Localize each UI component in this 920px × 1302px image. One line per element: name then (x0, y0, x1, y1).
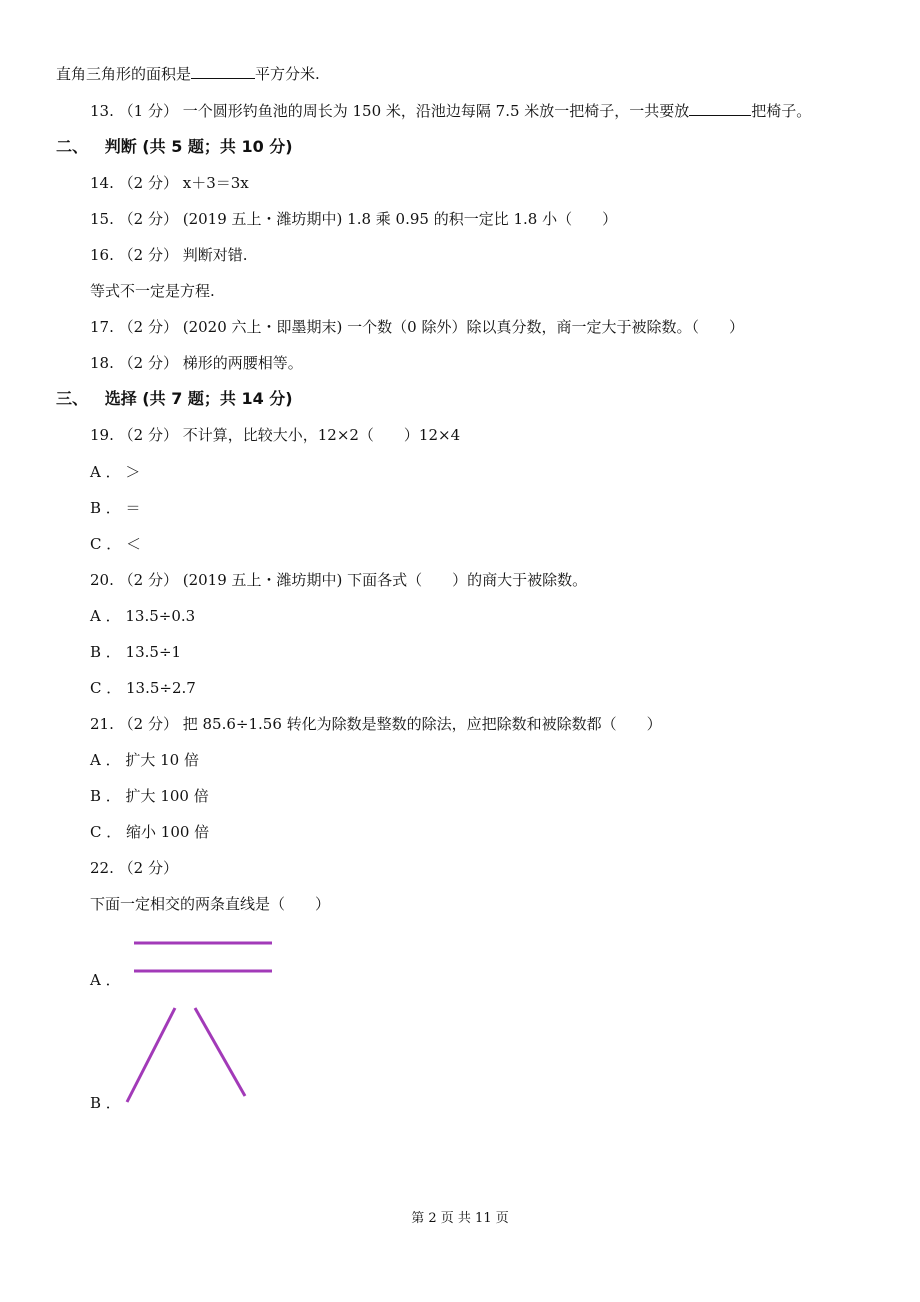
q12-text-before: 直角三角形的面积是 (56, 65, 192, 83)
question-number: 22. (90, 859, 114, 877)
q21-option-a[interactable] (90, 750, 199, 770)
question-score: （2 分） (118, 426, 178, 444)
option-label: A ． 扩大 10 倍 (90, 751, 199, 769)
q12-text-after: 平方分米. (255, 65, 320, 83)
question-number: 13. (90, 102, 114, 120)
q21-option-c[interactable] (90, 822, 209, 842)
section-2-heading (56, 137, 293, 157)
question-score: （1 分） (118, 102, 178, 120)
question-number: 18. (90, 354, 114, 372)
q22-option-a[interactable] (90, 970, 121, 990)
question-text: x＋3＝3x (182, 174, 249, 192)
question-20 (90, 570, 587, 590)
question-16-statement (90, 281, 215, 301)
question-text: (2019 五上・潍坊期中) 下面各式（ ）的商大于被除数。 (182, 571, 588, 589)
question-text: 判断对错. (182, 246, 248, 264)
option-label: C ． 缩小 100 倍 (90, 823, 210, 841)
figure-line-right (195, 1008, 245, 1096)
q22-option-b[interactable] (90, 1093, 121, 1113)
question-score: （2 分） (118, 210, 178, 228)
q19-option-a[interactable] (90, 462, 140, 482)
question-number: 19. (90, 426, 114, 444)
question-14 (90, 173, 249, 193)
question-number: 15. (90, 210, 114, 228)
q12-answer-line (56, 64, 320, 84)
section-number: 二、 (56, 137, 89, 156)
page-number-text: 第 2 页 共 11 页 (411, 1211, 509, 1226)
option-label: C ． ＜ (90, 535, 142, 553)
option-label: A ． ＞ (90, 463, 141, 481)
question-text-after: 把椅子。 (751, 102, 812, 120)
option-label: B ． (90, 1094, 121, 1112)
question-text: 一个圆形钓鱼池的周长为 150 米，沿池边每隔 7.5 米放一把椅子，一共要放 (182, 102, 690, 120)
question-18 (90, 353, 303, 373)
option-label: A ． (90, 971, 121, 989)
question-22 (90, 858, 178, 878)
option-label: C ． 13.5÷2.7 (90, 679, 196, 697)
question-15 (90, 209, 617, 229)
question-score: （2 分） (118, 859, 178, 877)
question-number: 16. (90, 246, 114, 264)
option-label: A ． 13.5÷0.3 (90, 607, 196, 625)
non-parallel-lines-figure (118, 1000, 258, 1108)
q19-option-b[interactable] (90, 498, 141, 518)
question-text: (2020 六上・即墨期末) 一个数（0 除外）除以真分数，商一定大于被除数。（ ） (182, 318, 744, 336)
option-label: B ． ＝ (90, 499, 141, 517)
section-title: 选择 (共 7 题；共 14 分) (104, 389, 293, 408)
question-17 (90, 317, 744, 337)
q12-answer-blank[interactable] (191, 64, 255, 79)
option-label: B ． 扩大 100 倍 (90, 787, 209, 805)
question-number: 21. (90, 715, 114, 733)
question-text: (2019 五上・潍坊期中) 1.8 乘 0.95 的积一定比 1.8 小（ ） (182, 210, 618, 228)
question-21 (90, 714, 662, 734)
option-label: B ． 13.5÷1 (90, 643, 182, 661)
question-number: 20. (90, 571, 114, 589)
q21-option-b[interactable] (90, 786, 209, 806)
question-text: 不计算，比较大小，12×2（ ）12×4 (182, 426, 461, 444)
question-statement: 等式不一定是方程. (90, 282, 215, 300)
question-number: 14. (90, 174, 114, 192)
question-16 (90, 245, 248, 265)
question-score: （2 分） (118, 174, 178, 192)
question-19 (90, 425, 460, 445)
section-3-heading (56, 389, 293, 409)
question-score: （2 分） (118, 571, 178, 589)
page-footer (0, 1209, 920, 1229)
question-text: 梯形的两腰相等。 (182, 354, 303, 372)
q19-option-c[interactable] (90, 534, 141, 554)
section-title: 判断 (共 5 题；共 10 分) (104, 137, 293, 156)
q20-option-b[interactable] (90, 642, 181, 662)
question-score: （2 分） (118, 318, 178, 336)
question-22-text (90, 894, 330, 914)
question-score: （2 分） (118, 715, 178, 733)
question-score: （2 分） (118, 246, 178, 264)
section-number: 三、 (56, 389, 89, 408)
question-number: 17. (90, 318, 114, 336)
parallel-lines-figure (128, 936, 278, 978)
question-score: （2 分） (118, 354, 178, 372)
q13-answer-blank[interactable] (689, 101, 751, 116)
q20-option-c[interactable] (90, 678, 196, 698)
question-13 (90, 101, 811, 121)
question-text: 把 85.6÷1.56 转化为除数是整数的除法，应把除数和被除数都（ ） (182, 715, 662, 733)
question-text: 下面一定相交的两条直线是（ ） (90, 895, 331, 913)
q20-option-a[interactable] (90, 606, 195, 626)
figure-line-left (127, 1008, 175, 1102)
